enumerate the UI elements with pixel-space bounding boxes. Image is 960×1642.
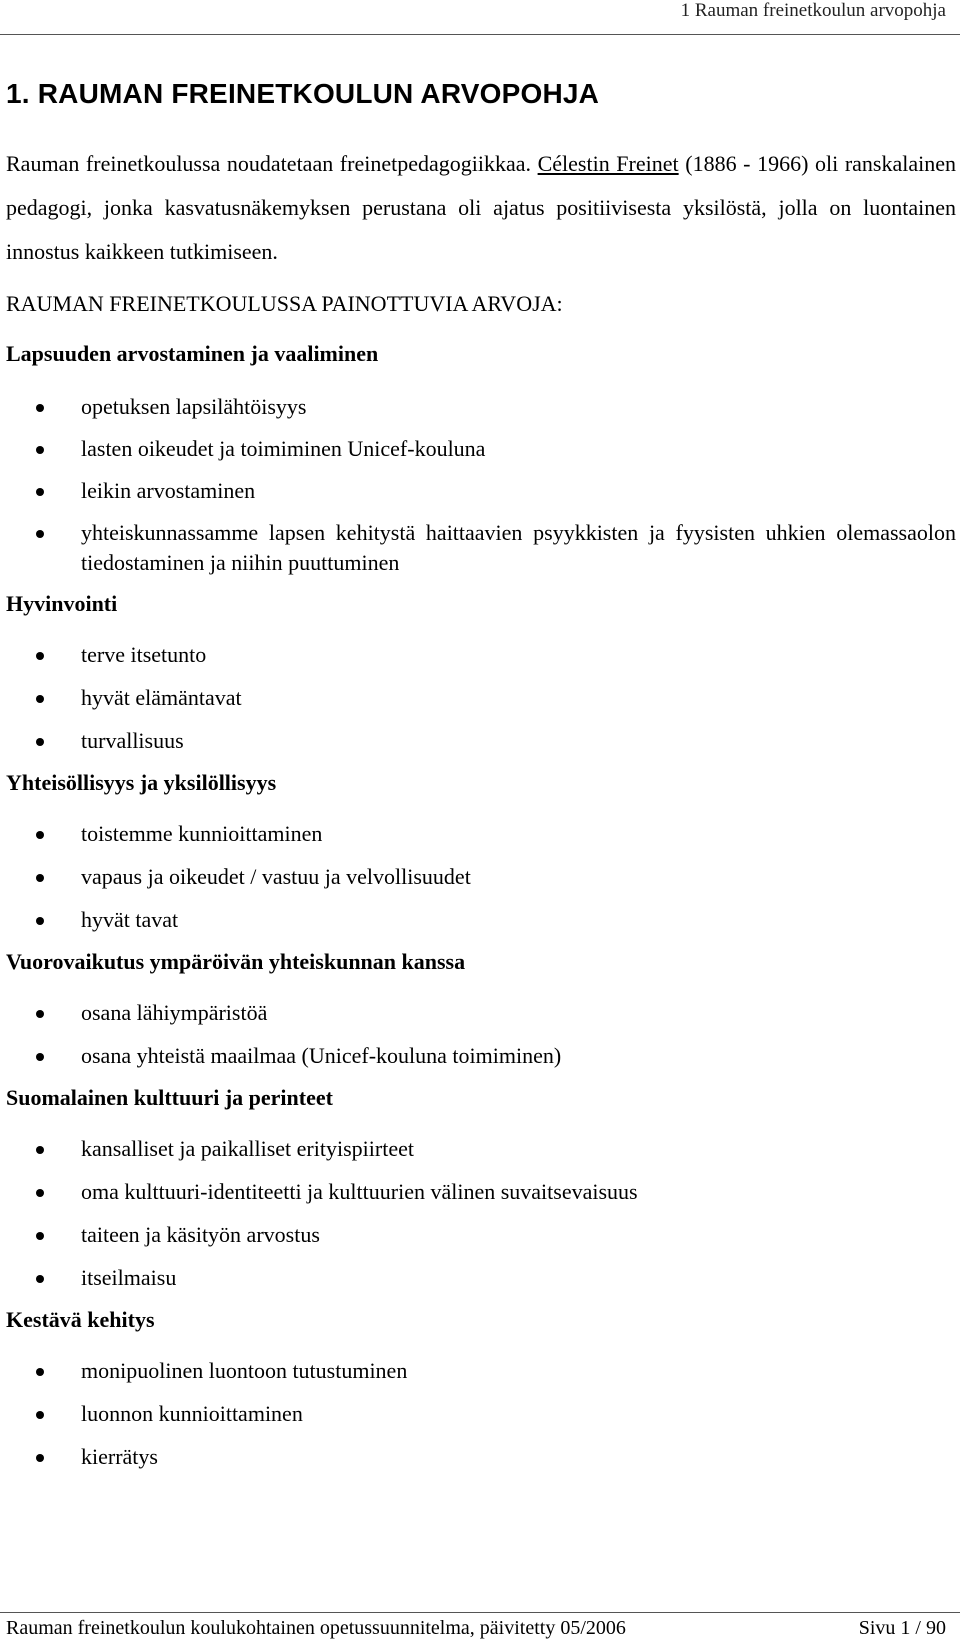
bullet-icon xyxy=(36,917,44,925)
values-heading: RAUMAN FREINETKOULUSSA PAINOTTUVIA ARVOJA: xyxy=(6,291,563,316)
bullet-icon xyxy=(36,874,44,882)
section-heading: Lapsuuden arvostaminen ja vaaliminen xyxy=(6,341,379,366)
bullet-icon xyxy=(36,1232,44,1240)
footer-rule xyxy=(0,1612,960,1613)
list-item xyxy=(6,640,956,670)
bullet-icon xyxy=(36,1275,44,1283)
section-heading: Yhteisöllisyys ja yksilöllisyys xyxy=(6,770,277,795)
list-item-text: hyvät tavat xyxy=(81,907,179,932)
list-item-text: kansalliset ja paikalliset erityispiirteet xyxy=(81,1136,414,1161)
bullet-list xyxy=(6,998,956,1071)
list-item-text: turvallisuus xyxy=(81,728,184,753)
list-item xyxy=(6,862,956,892)
bullet-icon xyxy=(36,652,44,660)
value-section xyxy=(6,1084,956,1293)
bullet-list xyxy=(6,1356,956,1472)
bullet-icon xyxy=(36,488,44,496)
document-title: 1. RAUMAN FREINETKOULUN ARVOPOHJA xyxy=(6,78,600,109)
bullet-icon xyxy=(36,695,44,703)
bullet-list xyxy=(6,392,956,578)
bullet-icon xyxy=(36,446,44,454)
intro-text-start: Rauman freinetkoulussa noudatetaan freinetpedagogiikkaa. xyxy=(6,151,538,176)
list-item-text: lasten oikeudet ja toimiminen Unicef-kouluna xyxy=(81,436,486,461)
list-item-text: itseilmaisu xyxy=(81,1265,177,1290)
list-item-text: leikin arvostaminen xyxy=(81,478,256,503)
list-item xyxy=(6,905,956,935)
list-item-text: toistemme kunnioittaminen xyxy=(81,821,323,846)
list-item-text: monipuolinen luontoon tutustuminen xyxy=(81,1358,408,1383)
list-item-text: yhteiskunnassamme lapsen kehitystä haittaavien psyykkisten ja fyysisten uhkien olemassaolon tiedostaminen ja niihin puuttuminen xyxy=(81,520,956,575)
bullet-icon xyxy=(36,1411,44,1419)
list-item xyxy=(6,1220,956,1250)
list-item xyxy=(6,819,956,849)
list-item xyxy=(6,1177,956,1207)
list-item-text: hyvät elämäntavat xyxy=(81,685,242,710)
bullet-icon xyxy=(36,1010,44,1018)
list-item-text: osana lähiympäristöä xyxy=(81,1000,268,1025)
header-rule xyxy=(0,34,960,35)
footer-page-number: Sivu 1 / 90 xyxy=(858,1617,946,1639)
list-item-text: kierrätys xyxy=(81,1444,158,1469)
bullet-icon xyxy=(36,404,44,412)
list-item xyxy=(6,726,956,756)
footer-document-info: Rauman freinetkoulun koulukohtainen opetussuunnitelma, päivitetty 05/2006 xyxy=(6,1617,626,1639)
section-heading: Hyvinvointi xyxy=(6,591,118,616)
value-section xyxy=(6,590,956,756)
list-item xyxy=(6,434,956,464)
running-header: 1 Rauman freinetkoulun arvopohja xyxy=(680,0,946,21)
bullet-icon xyxy=(36,530,44,538)
list-item xyxy=(6,683,956,713)
list-item xyxy=(6,1041,956,1071)
list-item xyxy=(6,1399,956,1429)
section-heading: Vuorovaikutus ympäröivän yhteiskunnan kanssa xyxy=(6,949,466,974)
list-item-text: opetuksen lapsilähtöisyys xyxy=(81,394,307,419)
list-item-text: terve itsetunto xyxy=(81,642,207,667)
list-item xyxy=(6,1442,956,1472)
bullet-icon xyxy=(36,1368,44,1376)
list-item-text: taiteen ja käsityön arvostus xyxy=(81,1222,320,1247)
bullet-icon xyxy=(36,1053,44,1061)
bullet-icon xyxy=(36,738,44,746)
value-section xyxy=(6,340,956,578)
list-item xyxy=(6,518,956,578)
intro-paragraph xyxy=(6,142,956,274)
value-section xyxy=(6,1306,956,1472)
section-heading: Kestävä kehitys xyxy=(6,1307,155,1332)
bullet-icon xyxy=(36,1146,44,1154)
list-item-text: vapaus ja oikeudet / vastuu ja velvollisuudet xyxy=(81,864,471,889)
value-section xyxy=(6,948,956,1071)
section-heading: Suomalainen kulttuuri ja perinteet xyxy=(6,1085,333,1110)
list-item-text: osana yhteistä maailmaa (Unicef-kouluna toimiminen) xyxy=(81,1043,562,1068)
list-item xyxy=(6,1263,956,1293)
bullet-list xyxy=(6,640,956,756)
list-item xyxy=(6,392,956,422)
bullet-icon xyxy=(36,831,44,839)
list-item xyxy=(6,998,956,1028)
list-item-text: luonnon kunnioittaminen xyxy=(81,1401,303,1426)
value-section xyxy=(6,769,956,935)
bullet-list xyxy=(6,819,956,935)
freinet-name-underlined: Célestin Freinet xyxy=(537,151,679,176)
list-item-text: oma kulttuuri-identiteetti ja kulttuurien välinen suvaitsevaisuus xyxy=(81,1179,638,1204)
page-content xyxy=(6,76,956,1485)
bullet-list xyxy=(6,1134,956,1293)
bullet-icon xyxy=(36,1454,44,1462)
list-item xyxy=(6,1134,956,1164)
intro-text-end: (1886 - 1966) oli ranskalainen pedagogi, jonka kasvatusnäkemyksen perustana oli ajatus positiivisesta yksilöstä, jolla on luontainen innostus kaikkeen tutkimiseen. xyxy=(6,151,957,264)
list-item xyxy=(6,1356,956,1386)
bullet-icon xyxy=(36,1189,44,1197)
list-item xyxy=(6,476,956,506)
